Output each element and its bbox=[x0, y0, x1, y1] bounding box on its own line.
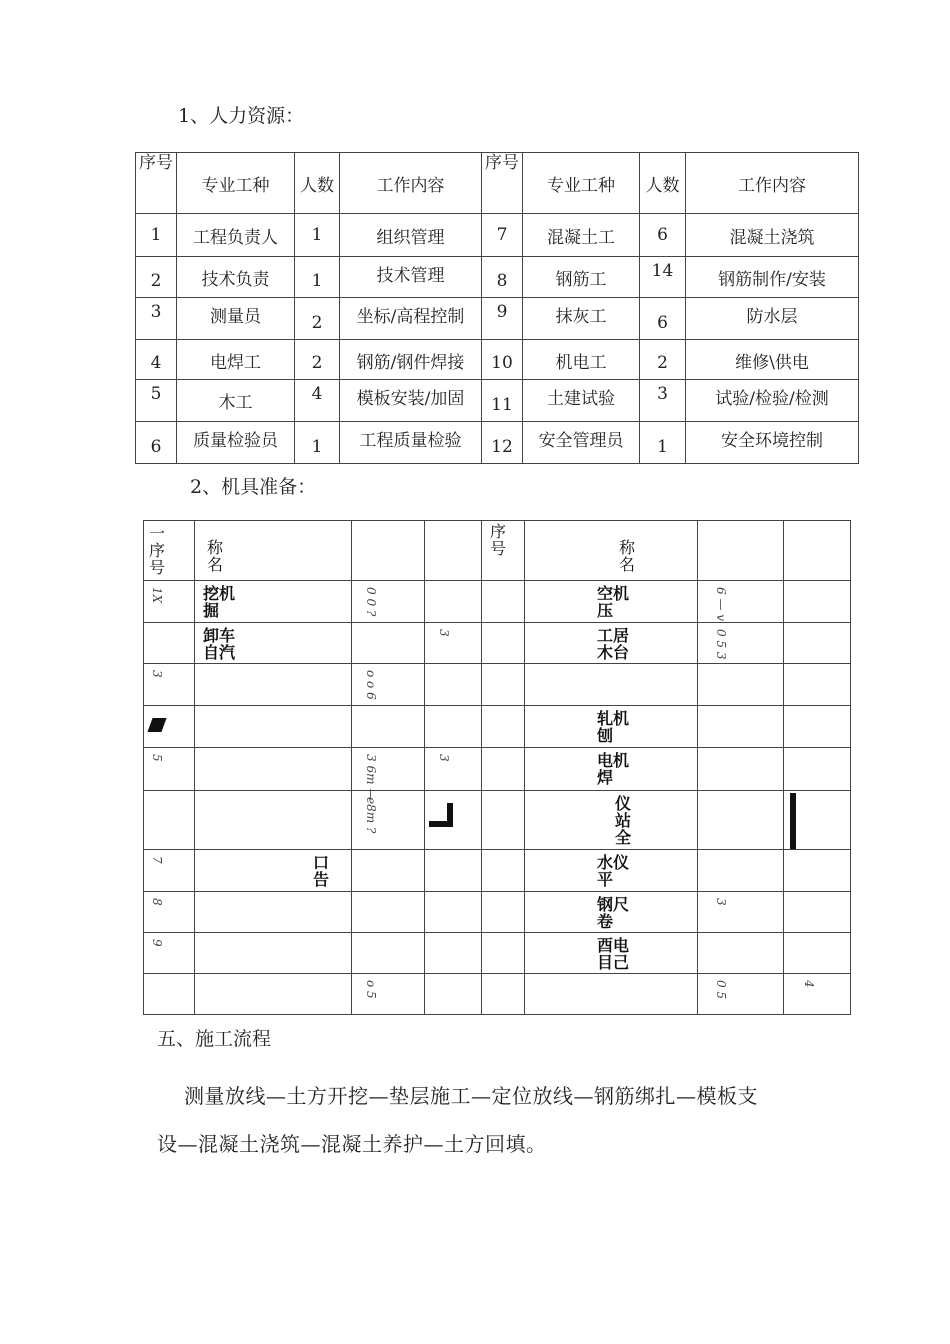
cell-name bbox=[525, 748, 698, 791]
cell-seq bbox=[482, 791, 525, 850]
cell-spec bbox=[352, 581, 425, 623]
cell-count bbox=[425, 664, 482, 706]
cell-spec bbox=[352, 748, 425, 801]
cell-spec bbox=[698, 974, 784, 1015]
cell-spec bbox=[698, 664, 784, 706]
rotated-text: 3 bbox=[714, 898, 728, 906]
cell-seq bbox=[482, 581, 525, 623]
cell-name bbox=[195, 933, 352, 974]
cell-spec bbox=[698, 748, 784, 791]
cell-count bbox=[425, 706, 482, 748]
cell-name bbox=[195, 664, 352, 706]
cell-spec bbox=[352, 933, 425, 974]
cell-count bbox=[784, 664, 851, 706]
cell-name bbox=[195, 791, 352, 850]
equipment-name: 挖机掘 bbox=[203, 584, 236, 620]
cell: 钢筋工 bbox=[523, 257, 640, 298]
cell: 1 bbox=[136, 214, 177, 257]
cell-seq bbox=[144, 748, 195, 791]
cell bbox=[784, 521, 851, 581]
cell: 组织管理 bbox=[340, 214, 482, 257]
cell: 10 bbox=[482, 340, 523, 380]
cell-count bbox=[425, 581, 482, 623]
rotated-text: e8m ? bbox=[364, 797, 378, 834]
cell-name bbox=[525, 791, 698, 850]
cell-seq bbox=[144, 664, 195, 706]
cell-seq bbox=[482, 933, 525, 974]
cell: 4 bbox=[295, 380, 340, 422]
artifact-mark bbox=[790, 793, 796, 849]
cell-name bbox=[525, 581, 698, 623]
cell: 1 bbox=[295, 214, 340, 257]
cell-spec bbox=[352, 974, 425, 1015]
rotated-text: o o 6 bbox=[364, 670, 378, 700]
process-line-1: 测量放线—土方开挖—垫层施工—定位放线—钢筋绑扎—模板支 bbox=[184, 1084, 758, 1108]
cell-seq bbox=[144, 850, 195, 892]
equipment-name: 钢尺卷 bbox=[597, 895, 630, 931]
cell-spec bbox=[698, 791, 784, 850]
cell: 木工 bbox=[177, 380, 295, 422]
header-name bbox=[195, 521, 352, 581]
rotated-text: 7 bbox=[150, 856, 164, 864]
cell-count bbox=[784, 581, 851, 623]
header-name-text: 称名 bbox=[207, 538, 224, 574]
rotated-text: 9 bbox=[150, 939, 164, 947]
table-row bbox=[136, 298, 859, 340]
equipment-name: 卸车自汽 bbox=[203, 626, 236, 662]
table-row bbox=[144, 581, 851, 623]
cell-count bbox=[784, 892, 851, 933]
cell: 6 bbox=[640, 214, 686, 257]
cell-name bbox=[195, 581, 352, 623]
cell-count bbox=[784, 850, 851, 892]
header-name bbox=[525, 521, 698, 581]
rotated-text: 0 5 bbox=[714, 980, 728, 1000]
table-row bbox=[144, 933, 851, 974]
cell-count bbox=[784, 706, 851, 748]
cell-count bbox=[425, 850, 482, 892]
cell bbox=[425, 521, 482, 581]
cell: 抹灰工 bbox=[523, 298, 640, 340]
equipment-name: 水仪平 bbox=[597, 853, 630, 889]
cell: 防水层 bbox=[686, 298, 859, 340]
header-trade: 专业工种 bbox=[177, 153, 295, 214]
cell-seq bbox=[144, 892, 195, 933]
cell-seq bbox=[144, 581, 195, 623]
cell: 1 bbox=[295, 422, 340, 464]
equipment-name: 仪站全 bbox=[615, 794, 632, 847]
section-5-title: 五、施工流程 bbox=[157, 1028, 272, 1050]
section-2-title: 2、机具准备： bbox=[190, 476, 317, 498]
cell-count bbox=[784, 623, 851, 664]
cell-count bbox=[425, 623, 482, 664]
header-seq-text: 序号 bbox=[490, 522, 507, 558]
rotated-text: 3 bbox=[150, 670, 164, 678]
header-seq: 序号 bbox=[136, 153, 177, 214]
cell-count bbox=[425, 974, 482, 1015]
table-row bbox=[144, 623, 851, 664]
header-duty: 工作内容 bbox=[340, 153, 482, 214]
cell: 测量员 bbox=[177, 298, 295, 340]
cell-spec bbox=[698, 933, 784, 974]
cell-spec bbox=[698, 623, 784, 664]
cell: 11 bbox=[482, 380, 523, 422]
cell: 质量检验员 bbox=[177, 422, 295, 464]
cell-spec bbox=[698, 850, 784, 892]
cell: 1 bbox=[640, 422, 686, 464]
cell-count bbox=[784, 791, 851, 850]
cell-spec bbox=[352, 791, 425, 850]
cell-spec bbox=[698, 892, 784, 933]
cell: 4 bbox=[136, 340, 177, 380]
cell-count bbox=[425, 748, 482, 791]
header-name-text: 称名 bbox=[619, 538, 636, 574]
cell-spec bbox=[352, 892, 425, 933]
cell: 维修\供电 bbox=[686, 340, 859, 380]
rotated-text: 0 5 3 bbox=[714, 629, 728, 660]
cell: 8 bbox=[482, 257, 523, 298]
cell: 2 bbox=[640, 340, 686, 380]
header-count: 人数 bbox=[295, 153, 340, 214]
equipment-table bbox=[143, 520, 851, 1015]
header-seq bbox=[144, 521, 195, 581]
artifact-mark bbox=[429, 821, 453, 827]
cell: 机电工 bbox=[523, 340, 640, 380]
equipment-name: 空机压 bbox=[597, 584, 630, 620]
human-resources-table bbox=[135, 152, 859, 464]
table-row bbox=[144, 706, 851, 748]
table-row bbox=[144, 791, 851, 850]
cell: 7 bbox=[482, 214, 523, 257]
cell-name bbox=[195, 748, 352, 791]
rotated-text: 4 bbox=[802, 980, 816, 988]
cell-name bbox=[195, 623, 352, 664]
cell-seq bbox=[144, 706, 195, 748]
cell-name bbox=[525, 850, 698, 892]
cell-spec bbox=[698, 581, 784, 623]
table-row bbox=[136, 340, 859, 380]
cell-seq bbox=[144, 933, 195, 974]
cell: 6 bbox=[136, 422, 177, 464]
equipment-name: 轧机刨 bbox=[597, 709, 630, 745]
cell-seq bbox=[482, 974, 525, 1015]
cell: 3 bbox=[136, 298, 177, 340]
table-row bbox=[144, 664, 851, 706]
table-row bbox=[144, 748, 851, 791]
cell: 试验/检验/检测 bbox=[686, 380, 859, 422]
process-line-2: 设—混凝土浇筑—混凝土养护—土方回填。 bbox=[157, 1132, 547, 1156]
cell: 混凝土浇筑 bbox=[686, 214, 859, 257]
cell-name bbox=[525, 623, 698, 664]
cell-seq bbox=[482, 706, 525, 748]
equipment-name: 工居木台 bbox=[597, 626, 630, 662]
cell: 9 bbox=[482, 298, 523, 340]
cell-spec bbox=[352, 623, 425, 664]
cell-name bbox=[195, 850, 352, 892]
cell-seq bbox=[482, 892, 525, 933]
cell: 工程负责人 bbox=[177, 214, 295, 257]
table-header-row bbox=[144, 521, 851, 581]
cell: 电焊工 bbox=[177, 340, 295, 380]
cell-seq bbox=[482, 623, 525, 664]
cell: 混凝土工 bbox=[523, 214, 640, 257]
table-row bbox=[136, 422, 859, 464]
cell-count bbox=[784, 974, 851, 1015]
cell-seq bbox=[144, 623, 195, 664]
cell-name bbox=[525, 706, 698, 748]
cell: 14 bbox=[640, 257, 686, 298]
cell: 安全环境控制 bbox=[686, 422, 859, 464]
cell: 6 bbox=[640, 298, 686, 340]
cell-spec bbox=[352, 706, 425, 748]
cell-name bbox=[195, 892, 352, 933]
header-trade: 专业工种 bbox=[523, 153, 640, 214]
header-count: 人数 bbox=[640, 153, 686, 214]
cell: 安全管理员 bbox=[523, 422, 640, 464]
cell: 坐标/高程控制 bbox=[340, 298, 482, 340]
cell: 工程质量检验 bbox=[340, 422, 482, 464]
cell: 2 bbox=[295, 340, 340, 380]
table-header-row bbox=[136, 153, 859, 214]
cell-spec bbox=[352, 664, 425, 706]
table-row bbox=[144, 850, 851, 892]
rotated-text: 3 bbox=[437, 754, 451, 762]
cell-seq bbox=[144, 791, 195, 850]
rotated-text: 8 bbox=[150, 898, 164, 906]
cell-spec bbox=[698, 706, 784, 748]
table-row bbox=[136, 257, 859, 298]
cell bbox=[698, 521, 784, 581]
equipment-name: 酉电目己 bbox=[597, 936, 630, 972]
rotated-text: 3 6m — bbox=[364, 754, 378, 801]
table-row bbox=[144, 974, 851, 1015]
cell: 1 bbox=[295, 257, 340, 298]
cell: 钢筋/钢件焊接 bbox=[340, 340, 482, 380]
table-row bbox=[144, 892, 851, 933]
section-1-title: 1、人力资源： bbox=[178, 105, 305, 127]
cell: 技术负责 bbox=[177, 257, 295, 298]
cell: 5 bbox=[136, 380, 177, 422]
cell-name bbox=[195, 974, 352, 1015]
cell-count bbox=[425, 933, 482, 974]
rotated-text: 5 bbox=[150, 754, 164, 762]
cell: 2 bbox=[295, 298, 340, 340]
cell-seq bbox=[482, 850, 525, 892]
cell: 12 bbox=[482, 422, 523, 464]
cell: 模板安装/加固 bbox=[340, 380, 482, 422]
header-seq bbox=[482, 521, 525, 581]
cell: 3 bbox=[640, 380, 686, 422]
cell: 2 bbox=[136, 257, 177, 298]
cell: 钢筋制作/安装 bbox=[686, 257, 859, 298]
cell-name bbox=[525, 892, 698, 933]
equipment-name: 电机焊 bbox=[597, 751, 630, 787]
header-seq: 序号 bbox=[482, 153, 523, 214]
rotated-text: 3 bbox=[437, 629, 451, 637]
table-row bbox=[136, 380, 859, 422]
cell-count bbox=[784, 748, 851, 791]
cell-count bbox=[425, 892, 482, 933]
cell: 技术管理 bbox=[340, 257, 482, 298]
cell-seq bbox=[482, 748, 525, 791]
cell-name bbox=[525, 933, 698, 974]
rotated-text: 6 — v bbox=[714, 587, 728, 622]
header-duty: 工作内容 bbox=[686, 153, 859, 214]
cell-count bbox=[784, 933, 851, 974]
rotated-text: o 5 bbox=[364, 980, 378, 999]
cell bbox=[352, 521, 425, 581]
header-seq-text: 一序号 bbox=[149, 524, 166, 577]
artifact-mark bbox=[147, 718, 166, 732]
cell-count bbox=[425, 791, 482, 850]
rotated-text: 1X bbox=[150, 587, 164, 604]
table-row bbox=[136, 214, 859, 257]
cell-name bbox=[195, 706, 352, 748]
equipment-name: 口告 bbox=[313, 853, 330, 889]
cell-name bbox=[525, 974, 698, 1015]
cell-seq bbox=[482, 664, 525, 706]
cell-name bbox=[525, 664, 698, 706]
cell-spec bbox=[352, 850, 425, 892]
rotated-text: 0 0 ? bbox=[364, 587, 378, 617]
cell-seq bbox=[144, 974, 195, 1015]
cell: 土建试验 bbox=[523, 380, 640, 422]
